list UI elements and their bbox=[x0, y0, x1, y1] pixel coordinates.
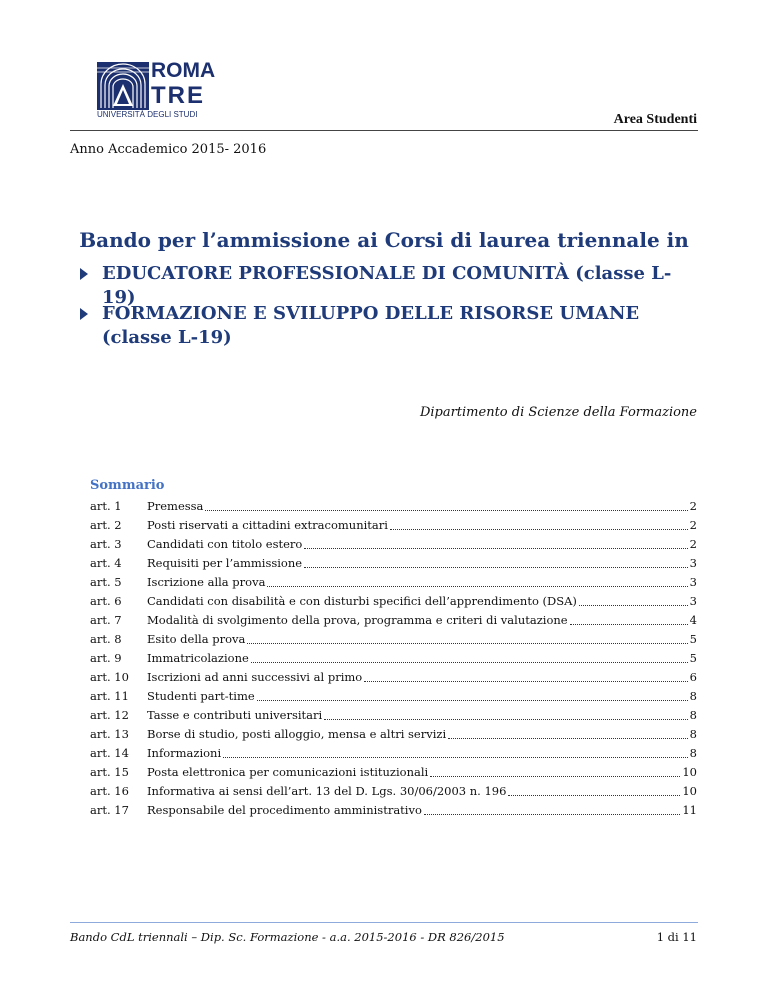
toc-entry[interactable] bbox=[90, 516, 697, 535]
toc-page-number: 2 bbox=[689, 537, 697, 551]
course-name: FORMAZIONE E SVILUPPO DELLE RISORSE UMANE (classe L-19) bbox=[102, 303, 640, 348]
toc-link[interactable] bbox=[147, 592, 697, 611]
toc-leader-dots bbox=[304, 535, 687, 549]
toc-leader-dots bbox=[508, 782, 680, 796]
document-title: Bando per l’ammissione ai Corsi di laurea triennale in bbox=[79, 228, 689, 252]
toc-article-number: art. 14 bbox=[90, 746, 129, 760]
toc-leader-dots bbox=[364, 668, 687, 682]
toc-leader-dots bbox=[579, 592, 688, 606]
toc-entry-label: Informativa ai sensi dell’art. 13 del D. Lgs. 30/06/2003 n. 196 bbox=[147, 784, 507, 798]
toc-link[interactable] bbox=[147, 668, 697, 687]
toc-entry[interactable] bbox=[90, 535, 697, 554]
toc-page-number: 10 bbox=[682, 765, 697, 779]
footer-reference: Bando CdL triennali – Dip. Sc. Formazione - a.a. 2015-2016 - DR 826/2015 bbox=[70, 930, 505, 944]
toc-entry-label: Requisiti per l’ammissione bbox=[147, 556, 303, 570]
header-divider bbox=[70, 130, 698, 131]
toc-entry[interactable] bbox=[90, 592, 697, 611]
toc-page-number: 8 bbox=[689, 727, 697, 741]
department-name: Dipartimento di Scienze della Formazione bbox=[419, 405, 697, 420]
toc-entry-label: Tasse e contributi universitari bbox=[147, 708, 323, 722]
toc-entry-label: Iscrizioni ad anni successivi al primo bbox=[147, 670, 363, 684]
toc-link[interactable] bbox=[147, 630, 697, 649]
logo-tre: TRE bbox=[151, 82, 205, 109]
logo-roma: ROMA bbox=[151, 59, 216, 82]
toc-page-number: 6 bbox=[689, 670, 697, 684]
toc-link[interactable] bbox=[147, 516, 697, 535]
toc-leader-dots bbox=[267, 573, 687, 587]
toc-article-number: art. 10 bbox=[90, 670, 129, 684]
toc-page-number: 8 bbox=[689, 746, 697, 760]
toc-page-number: 2 bbox=[689, 499, 697, 513]
toc-entry-label: Studenti part-time bbox=[147, 689, 255, 703]
toc-page-number: 10 bbox=[682, 784, 697, 798]
toc-entry[interactable] bbox=[90, 725, 697, 744]
toc-leader-dots bbox=[448, 725, 688, 739]
toc-entry[interactable] bbox=[90, 763, 697, 782]
academic-year: Anno Accademico 2015- 2016 bbox=[70, 142, 267, 157]
toc-leader-dots bbox=[223, 744, 688, 758]
toc-entry[interactable] bbox=[90, 611, 697, 630]
toc-entry-label: Informazioni bbox=[147, 746, 222, 760]
toc-article-number: art. 7 bbox=[90, 613, 122, 627]
toc-entry-label: Candidati con disabilità e con disturbi specifici dell’apprendimento (DSA) bbox=[147, 594, 577, 608]
university-logo bbox=[97, 59, 216, 120]
toc-link[interactable] bbox=[147, 725, 697, 744]
toc-entry-label: Modalità di svolgimento della prova, programma e criteri di valutazione bbox=[147, 613, 568, 627]
toc-entry-label: Immatricolazione bbox=[147, 651, 249, 665]
toc-page-number: 11 bbox=[682, 803, 697, 817]
triangle-right-icon bbox=[80, 308, 88, 320]
toc-leader-dots bbox=[390, 516, 688, 530]
toc-page-number: 5 bbox=[689, 651, 697, 665]
toc-article-number: art. 3 bbox=[90, 537, 122, 551]
toc-article-number: art. 2 bbox=[90, 518, 122, 532]
page-number: 1 di 11 bbox=[656, 930, 697, 944]
toc-link[interactable] bbox=[147, 706, 697, 725]
toc-entry[interactable] bbox=[90, 801, 697, 820]
toc-leader-dots bbox=[324, 706, 687, 720]
toc-entry[interactable] bbox=[90, 782, 697, 801]
toc-entry[interactable] bbox=[90, 554, 697, 573]
toc-leader-dots bbox=[570, 611, 688, 625]
toc-link[interactable] bbox=[147, 649, 697, 668]
toc-entry[interactable] bbox=[90, 497, 697, 516]
course-bullet-2 bbox=[80, 302, 680, 350]
toc-entry[interactable] bbox=[90, 744, 697, 763]
toc-title: Sommario bbox=[90, 478, 165, 493]
toc-article-number: art. 6 bbox=[90, 594, 122, 608]
toc-entry[interactable] bbox=[90, 668, 697, 687]
toc-leader-dots bbox=[424, 801, 680, 815]
toc-page-number: 4 bbox=[689, 613, 697, 627]
toc-article-number: art. 9 bbox=[90, 651, 122, 665]
toc-entry-label: Esito della prova bbox=[147, 632, 246, 646]
toc-entry[interactable] bbox=[90, 706, 697, 725]
toc-entry-label: Posta elettronica per comunicazioni istituzionali bbox=[147, 765, 429, 779]
toc-leader-dots bbox=[205, 497, 687, 511]
toc-page-number: 5 bbox=[689, 632, 697, 646]
toc-link[interactable] bbox=[147, 573, 697, 592]
toc-link[interactable] bbox=[147, 763, 697, 782]
toc-page-number: 3 bbox=[689, 556, 697, 570]
toc-entry[interactable] bbox=[90, 573, 697, 592]
toc-entry-label: Posti riservati a cittadini extracomunitari bbox=[147, 518, 388, 532]
toc-leader-dots bbox=[304, 554, 688, 568]
toc-entry-label: Candidati con titolo estero bbox=[147, 537, 303, 551]
triangle-right-icon bbox=[80, 268, 88, 280]
toc-page-number: 8 bbox=[689, 689, 697, 703]
toc-page-number: 3 bbox=[689, 594, 697, 608]
toc-article-number: art. 1 bbox=[90, 499, 122, 513]
toc-link[interactable] bbox=[147, 611, 697, 630]
toc-article-number: art. 8 bbox=[90, 632, 122, 646]
toc-leader-dots bbox=[251, 649, 688, 663]
toc-page-number: 8 bbox=[689, 708, 697, 722]
toc-link[interactable] bbox=[147, 782, 697, 801]
area-studenti-label: Area Studenti bbox=[613, 112, 697, 127]
toc-article-number: art. 13 bbox=[90, 727, 129, 741]
toc-link[interactable] bbox=[147, 497, 697, 516]
toc-leader-dots bbox=[247, 630, 687, 644]
toc-link[interactable] bbox=[147, 535, 697, 554]
toc-entry-label: Responsabile del procedimento amministrativo bbox=[147, 803, 422, 817]
toc-article-number: art. 11 bbox=[90, 689, 129, 703]
toc-article-number: art. 15 bbox=[90, 765, 129, 779]
logo-subtitle: UNIVERSITÀ DEGLI STUDI bbox=[97, 110, 198, 119]
table-of-contents bbox=[90, 497, 697, 820]
toc-article-number: art. 4 bbox=[90, 556, 122, 570]
toc-article-number: art. 5 bbox=[90, 575, 122, 589]
toc-link[interactable] bbox=[147, 801, 697, 820]
toc-entry[interactable] bbox=[90, 649, 697, 668]
footer-divider bbox=[70, 922, 698, 923]
toc-leader-dots bbox=[430, 763, 680, 777]
toc-entry[interactable] bbox=[90, 630, 697, 649]
course-name: EDUCATORE PROFESSIONALE DI COMUNITÀ (classe L-19) bbox=[102, 263, 672, 308]
toc-link[interactable] bbox=[147, 554, 697, 573]
toc-entry-label: Premessa bbox=[147, 499, 204, 513]
toc-page-number: 3 bbox=[689, 575, 697, 589]
toc-entry-label: Iscrizione alla prova bbox=[147, 575, 266, 589]
toc-page-number: 2 bbox=[689, 518, 697, 532]
toc-article-number: art. 16 bbox=[90, 784, 129, 798]
toc-entry[interactable] bbox=[90, 687, 697, 706]
toc-link[interactable] bbox=[147, 744, 697, 763]
toc-entry-label: Borse di studio, posti alloggio, mensa e altri servizi bbox=[147, 727, 447, 741]
toc-article-number: art. 12 bbox=[90, 708, 129, 722]
toc-leader-dots bbox=[257, 687, 688, 701]
toc-link[interactable] bbox=[147, 687, 697, 706]
toc-article-number: art. 17 bbox=[90, 803, 129, 817]
